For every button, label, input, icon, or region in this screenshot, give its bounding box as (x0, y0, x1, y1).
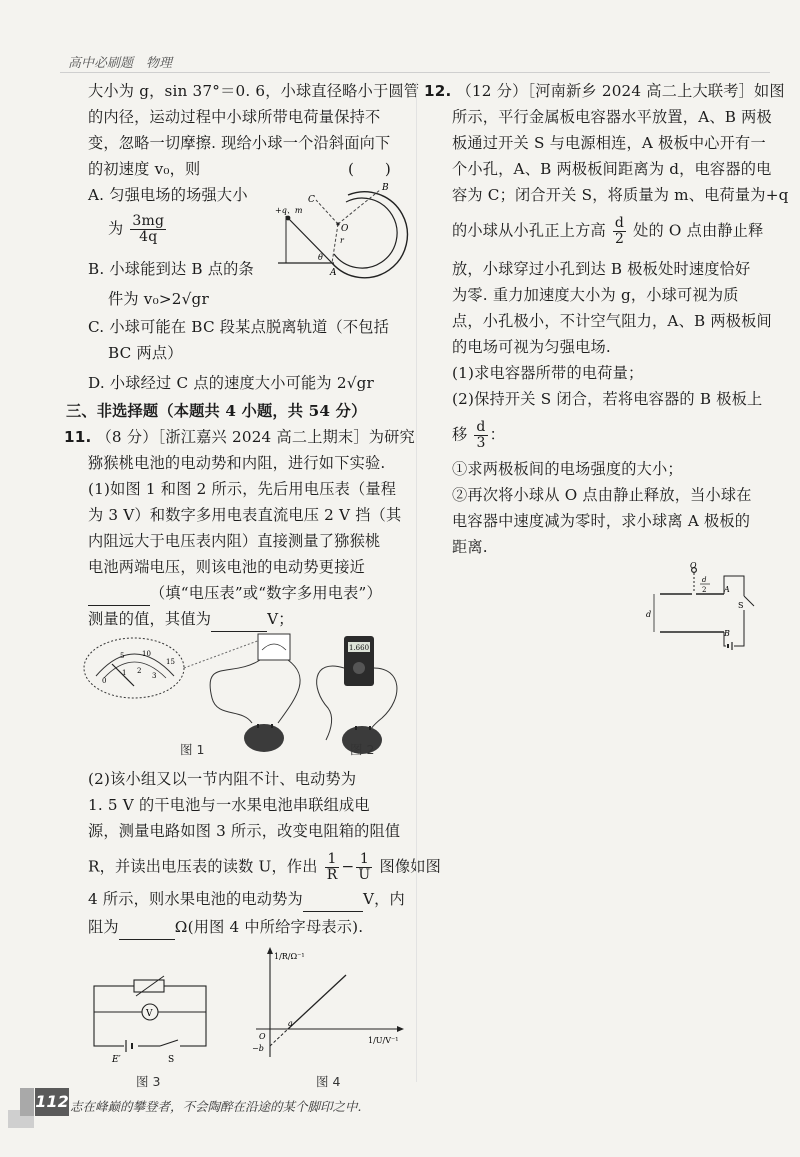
q12-line-4: 容为 C；闭合开关 S，将质量为 m、电荷量为+q (452, 186, 789, 204)
tick-15: 15 (166, 658, 175, 666)
y-axis-arrow (267, 947, 273, 954)
q12-line-1: 所示，平行金属板电容器水平放置，A、B 两极 (452, 108, 772, 126)
q11-part2-line-4: R，并读出电压表的读数 U，作出 $\frac{1}{R}$ − $\frac{1}{U}$ 图像如图 (88, 851, 442, 883)
voltmeter-inner-arc (104, 662, 166, 678)
tick-1: 1 (122, 669, 127, 677)
q12-part1: (1)求电容器所带的电荷量； (452, 364, 644, 382)
q11-line-4: 内阻远大于电压表内阻）直接测量了猕猴桃 (88, 532, 381, 550)
q12-line-5 (452, 216, 764, 247)
q11-part2-line-5 (88, 886, 405, 912)
label-s: S (738, 601, 744, 610)
fraction-denominator: 4q (139, 229, 158, 245)
q12-source: （12 分）［河南新乡 2024 高二上大联考］如图 (456, 82, 785, 100)
q12-header (424, 78, 785, 104)
q12-number: 12. (424, 82, 452, 100)
answer-paren: ( ) (348, 160, 392, 178)
section-heading: 三、非选择题（本题共 4 小题，共 54 分） (66, 402, 367, 420)
q11-line-5: 电池两端电压，则该电池的电动势更接近 (88, 558, 365, 576)
label-d: d (646, 610, 652, 619)
page-decoration (20, 1088, 34, 1116)
p2g-text: Ω(用图 4 中所给字母表示). (174, 918, 364, 936)
fig3-caption: 图 3 (136, 1074, 161, 1089)
label-c: C (308, 195, 315, 205)
label-o: O (690, 562, 697, 570)
q11-line-2: (1)如图 1 和图 2 所示，先后用电压表（量程 (88, 480, 397, 498)
label-o: O (341, 224, 349, 234)
q11-fill-line-1 (88, 580, 382, 606)
intercept-b-label: −b (252, 1044, 264, 1053)
footer-motto: 志在峰巅的攀登者，不会陶醉在沿途的某个脚印之中. (70, 1099, 362, 1114)
q11-header (64, 424, 415, 450)
p2f-text: 阻为 (88, 918, 119, 936)
multimeter-dial (353, 662, 365, 674)
option-a-prefix: 为 (108, 219, 124, 238)
header-rule (60, 72, 770, 73)
outer-tube-arc (332, 192, 407, 278)
q10-option-c: C. 小球可能在 BC 段某点脱离轨道（不包括 (88, 318, 390, 336)
q11-line-1: 猕猴桃电池的电动势和内阻，进行如下实验. (88, 454, 386, 472)
tick-5: 5 (120, 652, 125, 660)
fig3-circuit (88, 970, 218, 1065)
q12-line-2: 板通过开关 S 与电源相连，A 极板中心开有一 (452, 134, 766, 152)
q10-figure (272, 180, 412, 280)
q12-l5a: 的小球从小孔正上方高 (452, 221, 606, 240)
q12-sub-2-cont: 电容器中速度减为零时，求小球离 A 极板的 (452, 512, 751, 530)
fig4-caption: 图 4 (316, 1074, 341, 1089)
q10-option-c-cont: BC 两点） (108, 344, 183, 362)
voltmeter-body (258, 634, 290, 660)
kiwi-battery-1 (244, 724, 284, 752)
label-a-plate: A (724, 585, 730, 594)
q11-number: 11. (64, 428, 92, 446)
q11-source: （8 分）［浙江嘉兴 2024 高二上期末］为研究 (96, 428, 415, 446)
fill-prefix: 测量的值，其值为 (88, 610, 212, 628)
q10-option-d: D. 小球经过 C 点的速度大小可能为 2√gr (88, 374, 374, 392)
label-b: B (382, 183, 389, 193)
wire-1b (278, 660, 300, 723)
switch-s (744, 596, 754, 606)
q10-option-b: B. 小球能到达 B 点的条 (88, 260, 254, 278)
center-point (336, 222, 339, 225)
fill-hint: （填“电压表”或“数字多用电表”） (150, 584, 382, 602)
q12-part2: (2)保持开关 S 闭合，若将电容器的 B 极板上 (452, 390, 763, 408)
zoom-ellipse (84, 638, 184, 698)
graph-extrapolation (270, 1029, 288, 1046)
tick-10: 10 (142, 650, 151, 658)
blank-meter-choice[interactable] (88, 587, 150, 606)
charged-ball (286, 216, 291, 221)
y-axis-label: 1/R/Ω⁻¹ (274, 952, 305, 961)
wire-2b (370, 668, 397, 730)
q10-cont-line-2: 的内径，运动过程中小球所带电荷量保持不 (88, 108, 381, 126)
wire-2a (317, 666, 344, 740)
q12-sub-1: ①求两极板间的电场强度的大小； (452, 460, 683, 478)
fig2-caption: 图 2 (350, 742, 375, 757)
q11-line-3: 为 3 V）和数字多用电表直流电压 2 V 挡（其 (88, 506, 402, 524)
frac-1-over-u: $\frac{1}{U}$ (358, 851, 371, 883)
label-d-half: d (702, 576, 707, 584)
frac-1-over-r: $\frac{1}{R}$ (326, 851, 338, 883)
p2c-text: 图像如图 (379, 857, 442, 876)
tick-3: 3 (152, 672, 157, 680)
label-two: 2 (702, 586, 707, 594)
blank-emf[interactable] (303, 893, 363, 912)
x-axis-arrow (397, 1026, 404, 1032)
page-header: 高中必刷题 物理 (68, 56, 173, 71)
q12-move-suffix: ： (489, 425, 505, 444)
fill-unit: V； (267, 610, 294, 628)
frac-d-over-3: $\frac{d}{3}$ (476, 419, 486, 451)
switch-label: S (168, 1055, 175, 1065)
radius-oc (316, 200, 338, 224)
q11-part2-line-3: 源，测量电路如图 3 所示，改变电阻箱的阻值 (88, 822, 401, 840)
wire-1a (210, 660, 260, 723)
p2b-text: R，并读出电压表的读数 U，作出 (88, 857, 318, 876)
label-q: +q、m (275, 206, 303, 215)
intercept-a-label: a (288, 1019, 293, 1028)
q11-part2-line-2: 1. 5 V 的干电池与一水果电池串联组成电 (88, 796, 370, 814)
tick-2: 2 (137, 667, 142, 675)
voltmeter-label: V (146, 1009, 153, 1019)
field-strength-fraction (130, 214, 166, 245)
q12-line-3: 个小孔，A、B 两极板间距离为 d，电容器的电 (452, 160, 772, 178)
label-b-plate: B (724, 629, 730, 638)
q10-cont-line-3: 变，忽略一切摩擦. 现给小球一个沿斜面向下 (88, 134, 391, 152)
column-divider (416, 82, 417, 1082)
q10-cont-line-4: 的初速度 v₀，则 (88, 160, 201, 178)
wire-right (734, 610, 744, 646)
q12-line-6: 放，小球穿过小孔到达 B 极板处时速度恰好 (452, 260, 751, 278)
fig4-graph (250, 945, 410, 1065)
frac-d-over-2: $\frac{d}{2}$ (614, 215, 625, 247)
resistance-box (134, 980, 164, 992)
graph-line (288, 975, 346, 1029)
blank-resistance[interactable] (119, 921, 175, 940)
p2d-text: 4 所示，则水果电池的电动势为 (88, 890, 303, 908)
incline-line (286, 216, 332, 263)
battery-label: E′ (112, 1055, 121, 1065)
x-axis-label: 1/U/V⁻¹ (368, 1036, 399, 1045)
q10-option-a-cont (108, 214, 168, 245)
multimeter-reading: 1.660 (349, 644, 370, 652)
q12-line-8: 点，小孔极小，不计空气阻力，A、B 两极板间 (452, 312, 772, 330)
q12-move-prefix: 移 (452, 425, 468, 444)
zoom-leader (184, 640, 260, 668)
voltmeter-scale-arc (96, 654, 174, 676)
origin-label: O (259, 1032, 266, 1041)
page-number: 112 (35, 1088, 69, 1116)
q12-line-7: 为零. 重力加速度大小为 g，小球可视为质 (452, 286, 739, 304)
q11-part2-line-6 (88, 914, 363, 940)
q10-option-b-cont: 件为 v₀>2√gr (108, 290, 209, 308)
q12-part2-move (452, 420, 505, 451)
radius-ob (338, 190, 380, 224)
label-r: r (340, 236, 344, 245)
fig1-caption: 图 1 (180, 742, 205, 757)
q12-sub-2-end: 距离. (452, 538, 488, 556)
q10-option-a: A. 匀强电场的场强大小 (88, 186, 248, 204)
q12-capacitor-figure (640, 562, 770, 654)
p2e-text: V，内 (362, 890, 405, 908)
label-theta: θ (318, 253, 323, 262)
q12-sub-2: ②再次将小球从 O 点由静止释放，当小球在 (452, 486, 752, 504)
tick-0: 0 (102, 677, 107, 685)
label-a: A (330, 268, 337, 278)
q11-part2-line-1: (2)该小组又以一节内阻不计、电动势为 (88, 770, 357, 788)
q12-line-9: 的电场可视为匀强电场. (452, 338, 611, 356)
fraction-numerator: 3mg (132, 213, 165, 229)
q10-cont-line-1: 大小为 g，sin 37°＝0. 6，小球直径略小于圆管 (88, 82, 420, 100)
q12-l5b: 处的 O 点由静止释 (633, 221, 764, 240)
